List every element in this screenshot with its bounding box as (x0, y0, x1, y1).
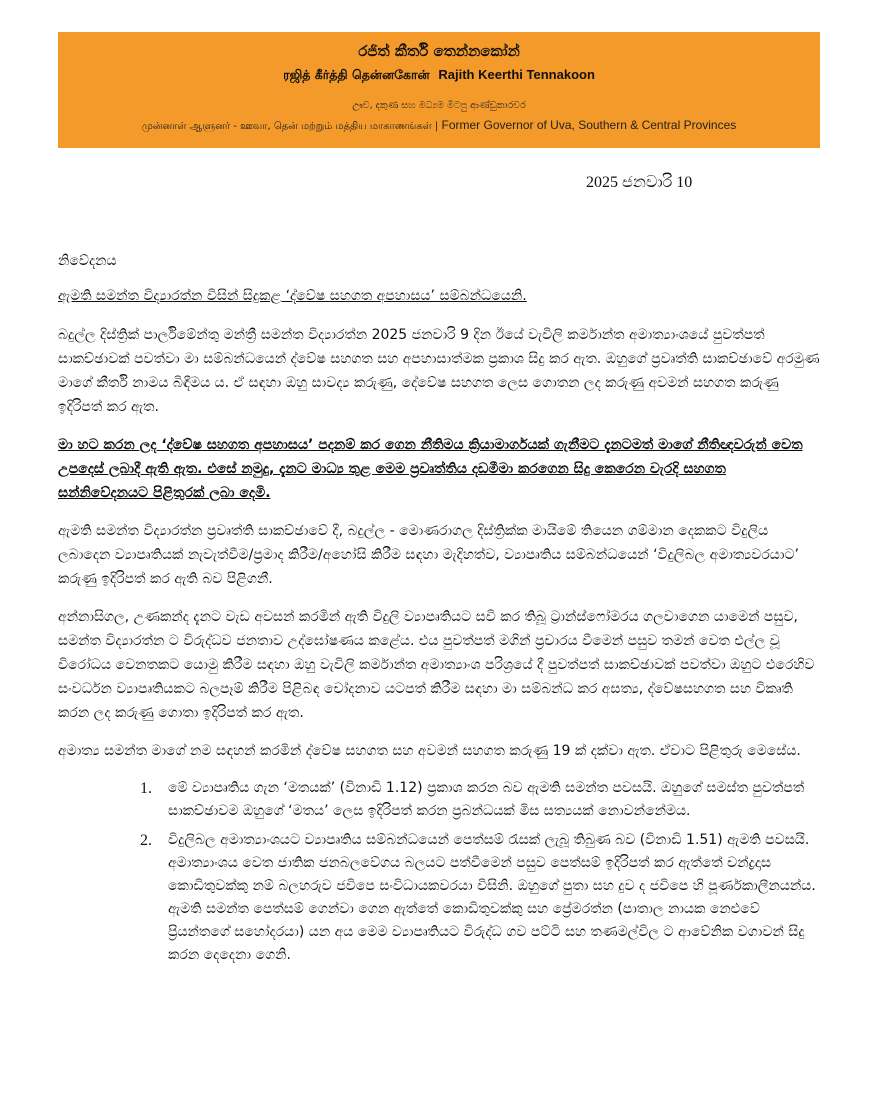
letterhead-name-english: Rajith Keerthi Tennakoon (438, 67, 595, 82)
list-item-text: විදුලිබල අමාත්‍යාංශයට ව්‍යාපෘතිය සම්බන්ධයෙන් පෙත්සම් රැසක් ලැබූ තිබුණ බව (විනාඩි 1.51) ඇමති පවසයි. අමාත්‍යාංශය වෙත ජාතික ජනබලවේගය බලයට පත්වීමෙන් පසුව පෙත්සම් ඉදිරිපත් කර ඇත්තේ චන්ද්‍රදාස කොඩිතුවක්කු නම් බලහරුව ජවිපෙ සංවිධායකවරයා විසිනි. ඔහුගේ පුතා සහ දුව ද ජවිපෙ හි පූර්ණකාලීනයන්ය. ඇමති සමන්ත පෙත්සම් ගෙන්වා ගෙන ඇත්තේ කොඩිතුවක්කු සහ ප්‍රේමරත්න (පාතාල නායක නෙළුවේ ප්‍රියන්තගේ සහෝදරයා) යන අය මෙම ව්‍යාපෘතියට විරුද්ධ ගව පට්ටි සහ තණමල්විල ට ආවේනික වගාවන් සිදු කරන දෙදෙනා ගෙනි. (168, 832, 816, 963)
paragraph-1: බදුල්ල දිස්ත්‍රික් පාර්ලිමේන්තු මන්ත්‍රී සමන්ත විද්‍යාරත්න 2025 ජනවාරි 9 දින ඊයේ වැවිලි කර්මාන්ත අමාත්‍යාංශයේ පුවත්පත් සාකච්ඡාවක් පවත්වා මා සම්බන්ධයෙන් ද්වේෂ සහගත සහ අපහාසාත්මක ප්‍රකාශ සිදු කර ඇත. ඔහුගේ ප්‍රවෘත්ති සාකච්ඡාවේ අරමුණ මාගේ කීර්ති නාමය බිඳීමය ය. ඒ සඳහා ඔහු සාවද්‍ය කරුණු, දේවේෂ සහගත ලෙස ගොතන ලද කරුණු අවමන් සහගත කරුණු ඉදිරිපත් කර ඇත. (58, 327, 820, 415)
letterhead-banner (58, 32, 820, 148)
paragraph-5: අමාත්‍ය සමන්ත මාගේ නම සඳහන් කරමින් ද්වේෂ සහගත සහ අවමන් සහගත කරුණු 19 ක් දක්වා ඇත. ඒවාට පිළිතුරු මෙසේය. (58, 743, 801, 759)
list-item (130, 829, 820, 967)
document-heading: නිවේදනය (58, 253, 117, 269)
response-list (58, 777, 820, 967)
list-item-number: 2. (140, 832, 152, 849)
paragraph-2-emphasis: මා හට කරන ලද ‘ද්වේෂ සහගත අපහාසය’ පදනම් කර ගෙන නීතිමය ක්‍රියාමාර්ගයක් ගැනීමට දැනටමත් මාගේ නීතිඥවරුන් වෙත උපදෙස් ලබාදී ඇති ඇත. එසේ නමුදු, දැනට මාධ්‍ය තුළ මෙම ප්‍රවෘත්තිය දඩමීමා කරගෙන සිදු කෙරෙන වැරදි සහගත සන්නිවේදනයට පිළිතුරක් ලබා දෙමි. (58, 437, 803, 501)
list-item-text: මේ ව්‍යාපෘතිය ගැන ‘මතයක්’ (විනාඩි 1.12) ප්‍රකාශ කරන බව ඇමති සමන්ත පවසයි. ඔහුගේ සමස්ත පුවත්පත් සාකච්ඡාවම ඔහුගේ ‘මතය’ ලෙස ඉදිරිපත් කරන ප්‍රබන්ධයක් මිස සත්‍යයක් නොවන්නේමය. (168, 780, 805, 819)
list-item-number: 1. (140, 780, 152, 797)
letterhead-name-tamil: ரஜித் கீர்த்தி தென்னகோன் (283, 67, 430, 82)
list-item (130, 777, 820, 823)
letterhead-title-separator: | (434, 121, 439, 132)
letterhead-name-line (58, 67, 820, 84)
paragraph-3: ඇමති සමන්ත විද්‍යාරත්න ප්‍රවෘත්ති සාකච්ඡාවේ දී, බදුල්ල - මොණරාගල දිස්ත්‍රික්ක මායිමේ තියෙන ගම්මාන දෙකකට විදුලිය ලබාදෙන ව්‍යාපෘතියක් නැවැත්වීම/ප්‍රමාද කිරීම/අහෝසි කිරීම සඳහා මැදිහත්ව, ව්‍යාපෘතිය සම්බන්ධයෙන් ‘විදුලිබල අමාත්‍යවරයාට’ කරුණු ඉදිරිපත් කර ඇති බව පිළිගනී. (58, 523, 799, 587)
letterhead-title-english: Former Governor of Uva, Southern & Central Provinces (441, 118, 737, 132)
letterhead-title-sinhala: ඌව, දකුණ සහ මධ්‍යම මිටපු ආණ්ඩුකාරවර (352, 100, 526, 111)
document-date: 2025 ජනවාරි 10 (586, 174, 693, 191)
paragraph-4: අන්නාසිගල, උණකන්ද දැනට වැඩ අවසන් කරමින් ඇති විදුලි ව්‍යාපෘතියට සවි කර තිබූ ට්‍රාන්ස්ෆෝමරය ගලවාගෙන යාමෙන් පසුව, සමන්ත විද්‍යාරත්න ට විරුද්ධව ජනතාව උද්ඝෝෂණය කළේය. එය පුවත්පත් මගින් ප්‍රචාරය වීමෙන් පසුව තමන් වෙත එල්ල වූ විරෝධය වෙනතකට යොමු කිරීම සඳහා ඔහු වැවිලි කර්මාන්ත අමාත්‍යාංශ පරිශ්‍රයේ දී පුවත්පත් සාකච්ඡාවක් පවත්වා ඔහුට එරෙහිව සංවර්ධන ව්‍යාපෘතියකට බලපෑම් කිරීම පිළිබඳ චෝදනාව යටපත් කිරීම සඳහා මා සම්බන්ධ කර අසත්‍ය, ද්වේෂසහගත සහ විකෘති කරන ලද කරුණු ගොතා ඉදිරිපත් කර ඇත. (58, 609, 815, 721)
letterhead-title-line (58, 118, 820, 133)
letterhead-title-tamil: முன்னாள் ஆளுனர் - ஊவா, தென் மற்றும் மத்திய மாகாணங்கள் (141, 121, 432, 132)
document-body (58, 253, 820, 973)
letterhead-name-sinhala: රජිත් කීර්ති තෙන්නකෝන් (358, 42, 520, 60)
document-subject: ඇමති සමන්ත විද්‍යාරත්න විසින් සිදුකළ ‘ද්වේෂ සහගත අපහාසය’ සම්බන්ධයෙනි. (58, 288, 527, 304)
